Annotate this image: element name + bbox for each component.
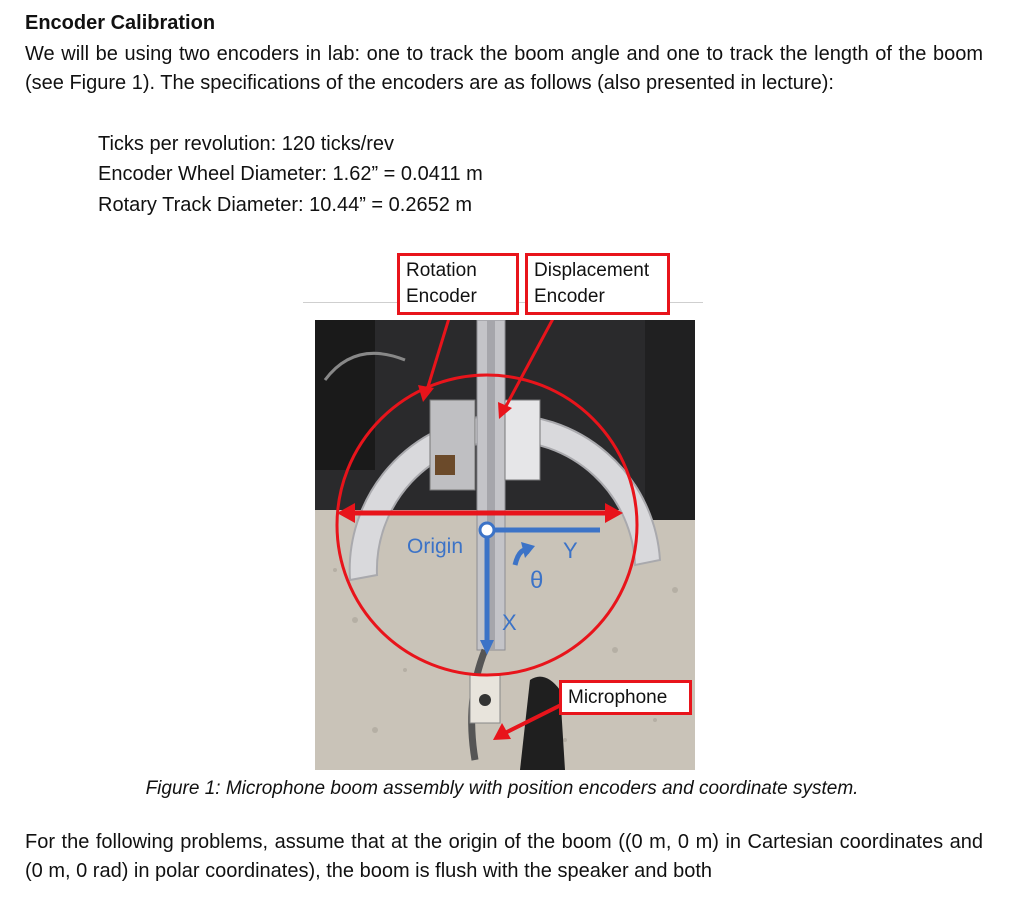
rotation-encoder-body	[430, 400, 475, 490]
y-axis-label: Y	[563, 538, 578, 563]
dark-panel	[645, 320, 695, 520]
rotation-encoder-label: Rotation Encoder	[397, 253, 519, 315]
x-axis-label: X	[502, 610, 517, 635]
displacement-encoder-body	[505, 400, 540, 480]
encoder-wheel	[435, 455, 455, 475]
spec-track-diameter: Rotary Track Diameter: 10.44” = 0.2652 m	[98, 194, 473, 216]
origin-label: Origin	[407, 535, 464, 558]
section-heading: Encoder Calibration	[25, 12, 216, 34]
spec-ticks: Ticks per revolution: 120 ticks/rev	[98, 133, 395, 155]
closing-paragraph: For the following problems, assume that at the origin of the boom ((0 m, 0 m) in Cartesian coordinates and (0 m, 0 rad) in polar coordinates), the boom is flush with the speaker and both	[25, 831, 983, 882]
figure-caption: Figure 1: Microphone boom assembly with position encoders and coordinate system.	[145, 778, 859, 799]
microphone-label: Microphone	[559, 680, 692, 715]
intro-paragraph: We will be using two encoders in lab: one to track the boom angle and one to track the length of the boom (see Figure 1). The specifications of the encoders are as follows (also presented in lecture):	[25, 43, 983, 94]
origin-marker	[480, 523, 494, 537]
dark-corner	[315, 320, 375, 470]
microphone	[479, 694, 491, 706]
theta-label: θ	[530, 567, 544, 594]
spec-wheel-diameter: Encoder Wheel Diameter: 1.62” = 0.0411 m	[98, 163, 483, 185]
displacement-encoder-label: Displacement Encoder	[525, 253, 670, 315]
